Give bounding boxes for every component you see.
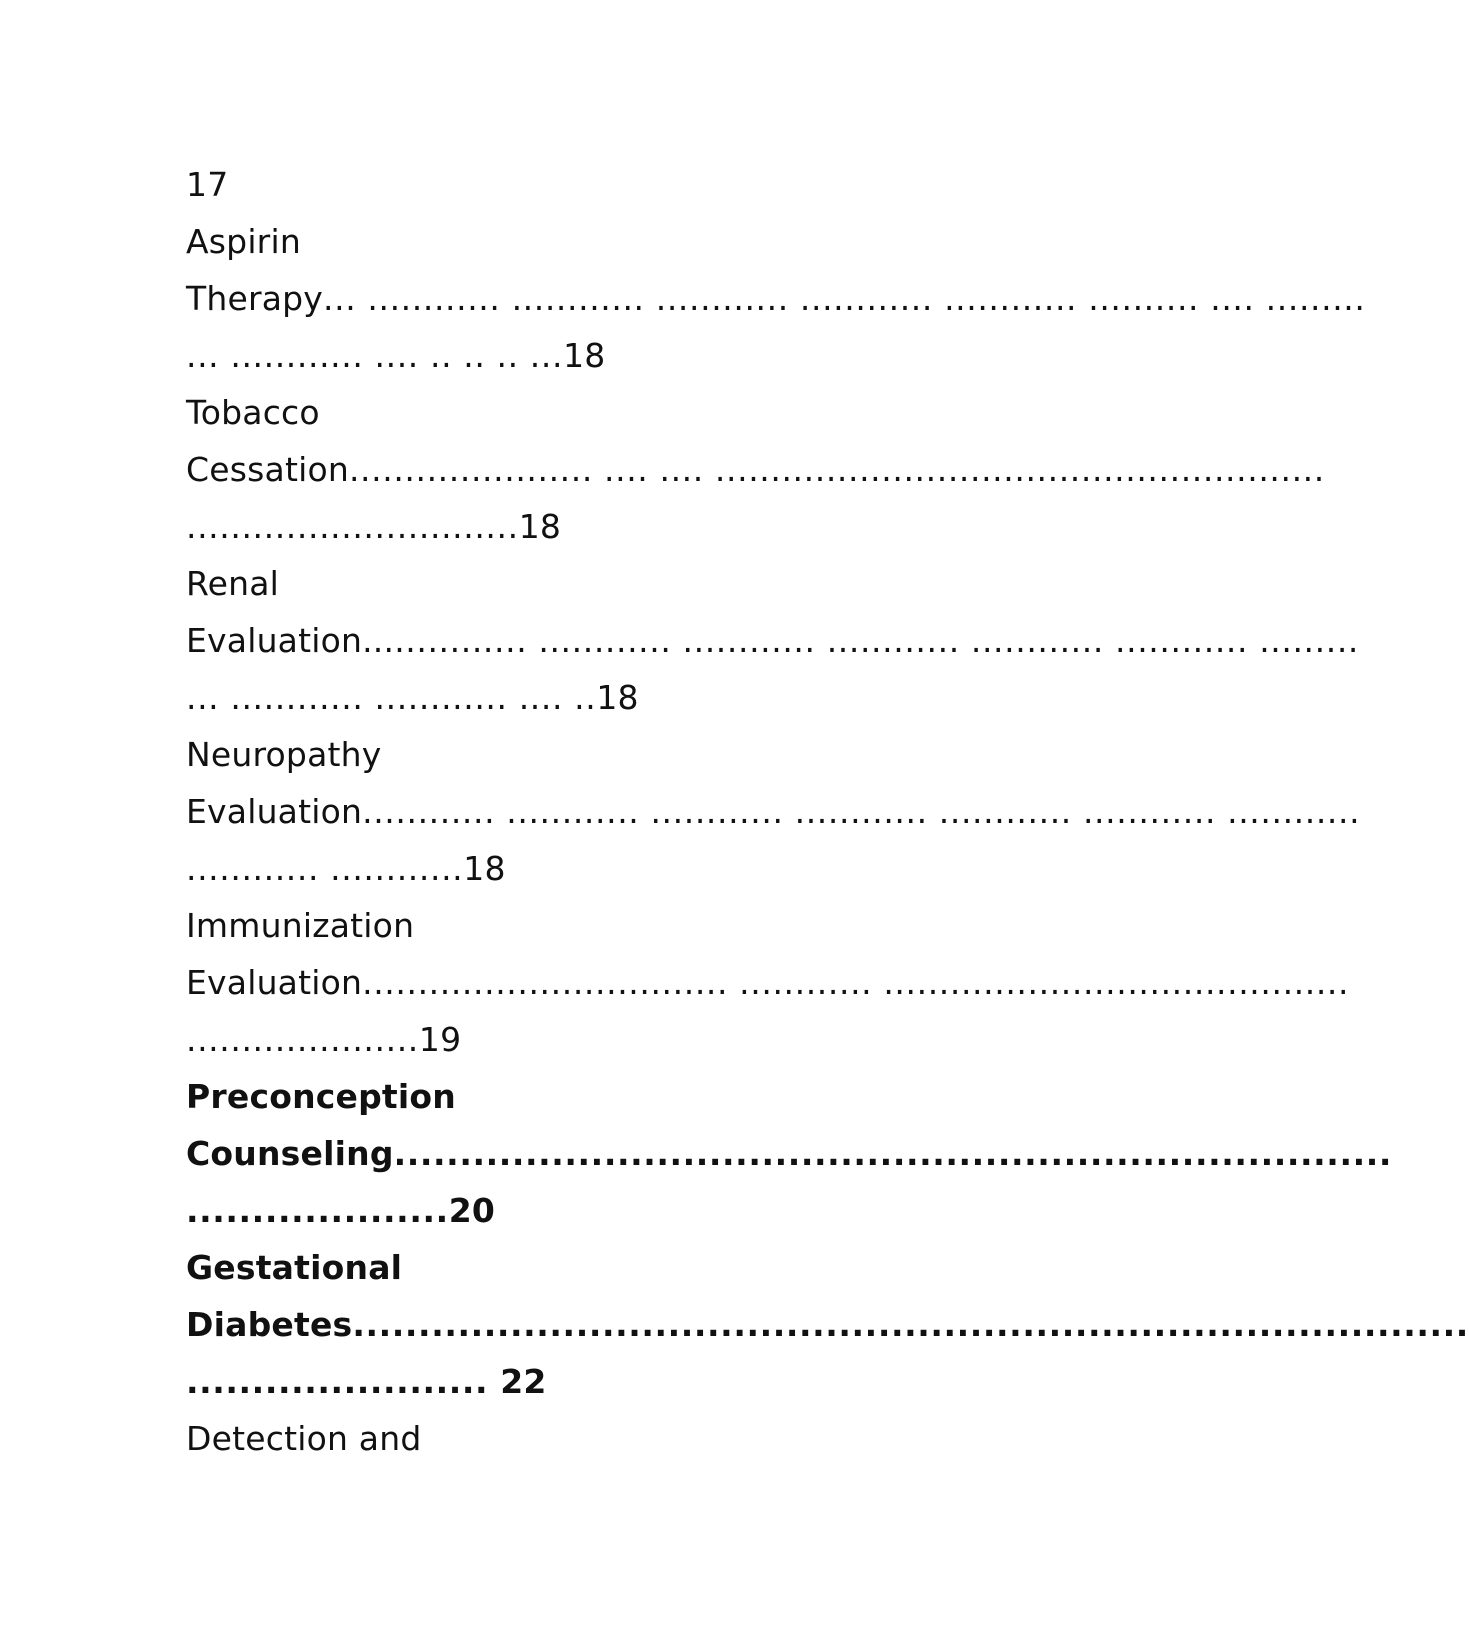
toc-entry-title-leader	[186, 612, 1360, 669]
toc-leader-dots: ............................................................................	[393, 1134, 1392, 1173]
toc-entry-page-line	[186, 1353, 1096, 1410]
toc-page-number: 18	[563, 336, 606, 375]
toc-entry-title: Cessation	[186, 450, 349, 489]
toc-entry-title: Detection and	[186, 1419, 422, 1458]
toc-page-number: 22	[500, 1362, 547, 1401]
toc-leader-dots: ... ............ ............ ............ ............ ............ .......... .... .........	[323, 279, 1366, 318]
toc-entry-title: Evaluation	[186, 792, 363, 831]
toc-entry-preconception-counseling[interactable]	[186, 1068, 1392, 1239]
toc-leader-dots: ................................. ............ ..........................................	[362, 963, 1350, 1002]
toc-entry-title: Gestational	[186, 1248, 403, 1287]
toc-page-number: 20	[448, 1191, 496, 1230]
toc-entry-title-leader	[186, 441, 1325, 498]
toc-entry-title: Aspirin	[186, 222, 301, 261]
toc-leader-dots: ... ............ ............ .... ..	[186, 678, 597, 717]
toc-entry-title-leader	[186, 783, 1361, 840]
toc-entry-title: Neuropathy	[186, 735, 382, 774]
toc-entry-title: Renal	[186, 564, 280, 603]
toc-leader-dots: ...................... .... .... .......................................................	[348, 450, 1325, 489]
toc-leader-dots: ... ............ .... .. .. .. ...	[186, 336, 564, 375]
toc-entry-title-leader	[186, 1296, 1469, 1353]
toc-page-number: 17	[186, 165, 229, 204]
toc-entry-title-leader	[186, 270, 1366, 327]
toc-entry-page-line	[186, 669, 1096, 726]
toc-entry-title: Immunization	[186, 906, 415, 945]
toc-entry-title: Diabetes	[186, 1305, 353, 1344]
toc-leader-dots: .....................	[186, 1020, 419, 1059]
toc-entry-page-line	[186, 1011, 1096, 1068]
toc-entry-title-leader	[186, 954, 1350, 1011]
toc-entry-title: Evaluation	[186, 963, 363, 1002]
toc-entry-aspirin-therapy[interactable]	[186, 213, 1366, 384]
toc-entry-page-line	[186, 1182, 1096, 1239]
table-of-contents	[186, 156, 1469, 1467]
toc-leader-dots: ..............................	[186, 507, 519, 546]
toc-leader-dots: ............ ............ ............ ............ ............ ............ ............	[362, 792, 1361, 831]
toc-leader-dots: .....................................................................................	[352, 1305, 1469, 1344]
toc-page-number: 18	[596, 678, 639, 717]
toc-leader-dots: ....................	[186, 1191, 449, 1230]
toc-leader-dots: ............ ............	[186, 849, 464, 888]
toc-entry-page-line	[186, 840, 1096, 897]
toc-leader-dots: ............ ............ ............ ............ ............ ............ .........	[394, 621, 1360, 660]
toc-leader-dots: .......................	[186, 1362, 501, 1401]
toc-entry-page-line	[186, 327, 1096, 384]
toc-page-number: 18	[518, 507, 562, 546]
toc-entry-title-leader	[186, 1125, 1392, 1182]
toc-entry-title: Evaluation...	[186, 621, 395, 660]
toc-entry-immunization-evaluation[interactable]	[186, 897, 1350, 1068]
toc-entry-detection-and[interactable]	[186, 1410, 1096, 1467]
toc-page-number: 18	[463, 849, 506, 888]
toc-entry-title: Counseling	[186, 1134, 394, 1173]
toc-entry-gestational-diabetes[interactable]	[186, 1239, 1469, 1410]
toc-page-number: 19	[418, 1020, 462, 1059]
toc-entry-neuropathy-evaluation[interactable]	[186, 726, 1361, 897]
toc-entry-title: Tobacco	[186, 393, 320, 432]
toc-entry-tobacco-cessation[interactable]	[186, 384, 1325, 555]
toc-entry-title: Therapy	[186, 279, 324, 318]
toc-entry-title: Preconception	[186, 1077, 456, 1116]
toc-entry-page-line	[186, 498, 1096, 555]
toc-entry-renal-evaluation[interactable]	[186, 555, 1360, 726]
